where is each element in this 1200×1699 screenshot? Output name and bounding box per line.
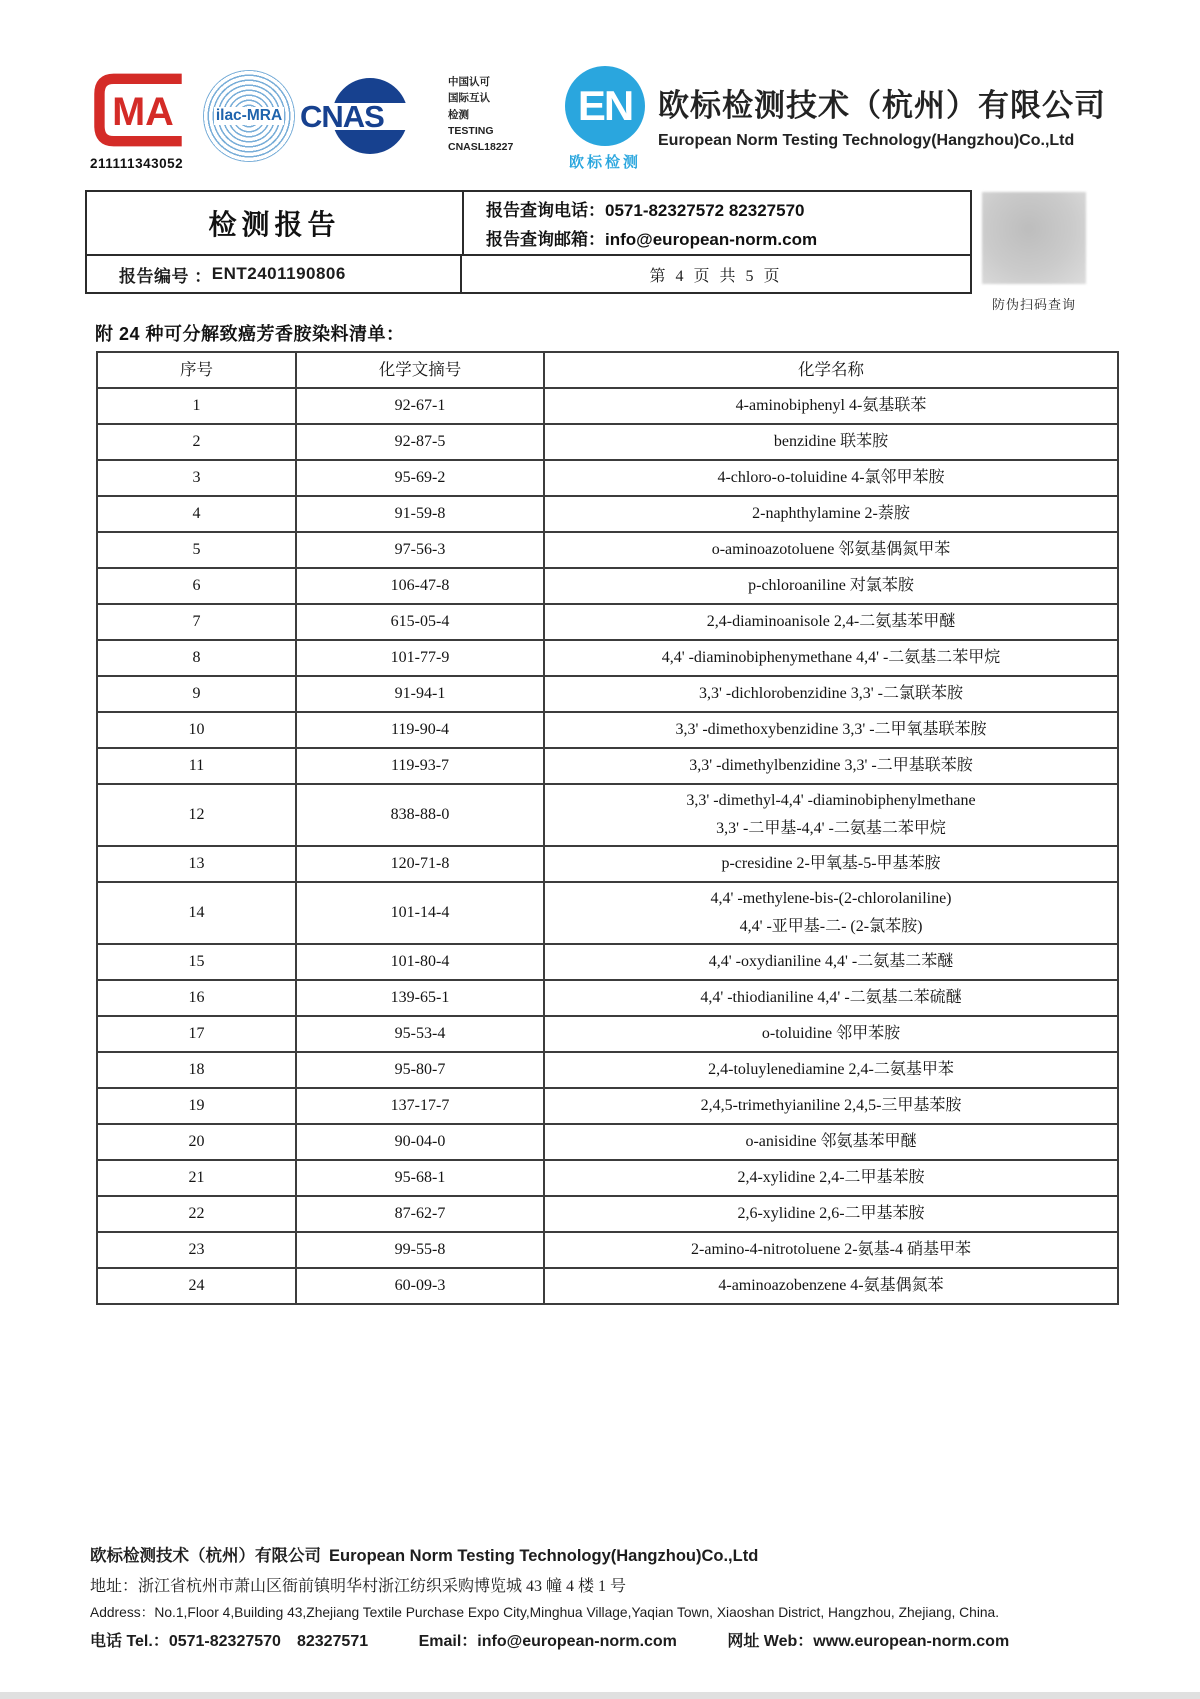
cell-cas: 95-68-1 — [296, 1160, 544, 1196]
cell-name: 2-naphthylamine 2-萘胺 — [544, 496, 1118, 532]
cell-no: 10 — [97, 712, 296, 748]
cell-name: o-toluidine 邻甲苯胺 — [544, 1016, 1118, 1052]
cell-cas: 101-14-4 — [296, 882, 544, 944]
cell-name: 2,4-diaminoanisole 2,4-二氨基苯甲醚 — [544, 604, 1118, 640]
table-row — [97, 388, 1118, 424]
cell-no: 6 — [97, 568, 296, 604]
footer-company-line: 欧标检测技术（杭州）有限公司 European Norm Testing Technology(Hangzhou)Co.,Ltd — [90, 1547, 759, 1565]
cell-no: 21 — [97, 1160, 296, 1196]
table-row — [97, 712, 1118, 748]
cell-name: o-aminoazotoluene 邻氨基偶氮甲苯 — [544, 532, 1118, 568]
cell-cas: 615-05-4 — [296, 604, 544, 640]
anti-fake-qr-block — [978, 192, 1090, 313]
cell-no: 15 — [97, 944, 296, 980]
cell-cas: 119-90-4 — [296, 712, 544, 748]
cell-name: 2,6-xylidine 2,6-二甲基苯胺 — [544, 1196, 1118, 1232]
cell-name: 4,4' -oxydianiline 4,4' -二氨基二苯醚 — [544, 944, 1118, 980]
cell-no: 1 — [97, 388, 296, 424]
cell-no: 19 — [97, 1088, 296, 1124]
cell-name: 2,4,5-trimethyianiline 2,4,5-三甲基苯胺 — [544, 1088, 1118, 1124]
amine-table — [96, 351, 1119, 1305]
table-title: 附 24 种可分解致癌芳香胺染料清单： — [95, 324, 405, 344]
qr-caption: 防伪扫码查询 — [991, 297, 1076, 312]
cnas-logo — [300, 78, 442, 158]
cell-cas: 99-55-8 — [296, 1232, 544, 1268]
cell-cas: 60-09-3 — [296, 1268, 544, 1304]
query-phone-line: 报告查询电话：0571-82327572 82327570 — [486, 201, 805, 220]
footer-email: Email：info@european-norm.com — [418, 1633, 677, 1650]
cnas-side-text: 中国认可 国际互认 检测 TESTING CNASL18227 — [448, 76, 514, 154]
cell-name: 2-amino-4-nitrotoluene 2-氨基-4 硝基甲苯 — [544, 1232, 1118, 1268]
footer-contact-line — [90, 1628, 1160, 1651]
cell-no: 3 — [97, 460, 296, 496]
cell-name: 4,4' -methylene-bis-(2-chlorolaniline) 4,4' -亚甲基-二- (2-氯苯胺) — [544, 882, 1118, 944]
cell-name: 3,3' -dichlorobenzidine 3,3' -二氯联苯胺 — [544, 676, 1118, 712]
col-header-cas: 化学文摘号 — [296, 352, 544, 388]
company-name-zh: 欧标检测技术（杭州）有限公司 — [658, 88, 1106, 123]
cell-no: 16 — [97, 980, 296, 1016]
table-row — [97, 532, 1118, 568]
cell-no: 7 — [97, 604, 296, 640]
cell-no: 4 — [97, 496, 296, 532]
cell-name: 2,4-xylidine 2,4-二甲基苯胺 — [544, 1160, 1118, 1196]
table-row — [97, 1232, 1118, 1268]
cell-no: 22 — [97, 1196, 296, 1232]
table-row — [97, 676, 1118, 712]
col-header-no: 序号 — [97, 352, 296, 388]
cell-no: 8 — [97, 640, 296, 676]
cell-no: 2 — [97, 424, 296, 460]
cell-name: 4-chloro-o-toluidine 4-氯邻甲苯胺 — [544, 460, 1118, 496]
table-row — [97, 944, 1118, 980]
footer-address-zh: 地址：浙江省杭州市萧山区衙前镇明华村浙江纺织采购博览城 43 幢 4 楼 1 号 — [90, 1578, 627, 1595]
cell-cas: 95-69-2 — [296, 460, 544, 496]
cell-no: 5 — [97, 532, 296, 568]
table-row — [97, 424, 1118, 460]
cell-cas: 120-71-8 — [296, 846, 544, 882]
cell-no: 12 — [97, 784, 296, 846]
cma-number: 211111343052 — [90, 156, 184, 171]
cell-name: o-anisidine 邻氨基苯甲醚 — [544, 1124, 1118, 1160]
cell-name: p-cresidine 2-甲氧基-5-甲基苯胺 — [544, 846, 1118, 882]
cell-cas: 87-62-7 — [296, 1196, 544, 1232]
report-number: 报告编号 ： ENT2401190806 — [87, 256, 462, 292]
cell-cas: 119-93-7 — [296, 748, 544, 784]
cell-cas: 95-80-7 — [296, 1052, 544, 1088]
cell-cas: 90-04-0 — [296, 1124, 544, 1160]
ilac-mra-logo — [203, 70, 295, 162]
table-row — [97, 640, 1118, 676]
table-row — [97, 1016, 1118, 1052]
col-header-name: 化学名称 — [544, 352, 1118, 388]
en-logo — [556, 66, 654, 172]
cell-cas: 101-77-9 — [296, 640, 544, 676]
table-row — [97, 1088, 1118, 1124]
table-row — [97, 568, 1118, 604]
cell-no: 20 — [97, 1124, 296, 1160]
cell-no: 18 — [97, 1052, 296, 1088]
qr-code-image — [982, 192, 1086, 284]
cell-cas: 95-53-4 — [296, 1016, 544, 1052]
table-row — [97, 1160, 1118, 1196]
svg-text:MA: MA — [112, 90, 174, 135]
cell-name: 3,3' -dimethyl-4,4' -diaminobiphenylmethane 3,3' -二甲基-4,4' -二氨基二苯甲烷 — [544, 784, 1118, 846]
table-row — [97, 980, 1118, 1016]
report-header-box — [85, 190, 972, 294]
cell-cas: 91-94-1 — [296, 676, 544, 712]
cell-name: p-chloroaniline 对氯苯胺 — [544, 568, 1118, 604]
table-header-row — [97, 352, 1118, 388]
table-row — [97, 882, 1118, 944]
cell-no: 24 — [97, 1268, 296, 1304]
cell-name: 4-aminoazobenzene 4-氨基偶氮苯 — [544, 1268, 1118, 1304]
report-title: 检测报告 — [208, 209, 341, 240]
cell-name: benzidine 联苯胺 — [544, 424, 1118, 460]
table-row — [97, 846, 1118, 882]
cell-cas: 92-87-5 — [296, 424, 544, 460]
ilac-mra-label: ilac-MRA — [215, 107, 283, 124]
query-email-line: 报告查询邮箱：info@european-norm.com — [486, 230, 818, 249]
cell-no: 23 — [97, 1232, 296, 1268]
cell-no: 9 — [97, 676, 296, 712]
page-indicator: 第 4 页 共 5 页 — [649, 267, 783, 285]
table-row — [97, 1196, 1118, 1232]
footer-web: 网址 Web：www.european-norm.com — [727, 1633, 1010, 1650]
cell-no: 11 — [97, 748, 296, 784]
bottom-strip — [0, 1692, 1200, 1699]
amine-table-body — [97, 388, 1118, 1304]
cell-name: 4,4' -diaminobiphenymethane 4,4' -二氨基二苯甲烷 — [544, 640, 1118, 676]
footer-tel: 电话 Tel.：0571-82327570 82327571 — [90, 1633, 369, 1650]
cell-name: 4-aminobiphenyl 4-氨基联苯 — [544, 388, 1118, 424]
cell-cas: 838-88-0 — [296, 784, 544, 846]
cell-name: 2,4-toluylenediamine 2,4-二氨基甲苯 — [544, 1052, 1118, 1088]
company-header — [658, 80, 1106, 150]
table-row — [97, 784, 1118, 846]
cnas-label: CNAS — [300, 98, 384, 134]
table-row — [97, 748, 1118, 784]
cell-no: 17 — [97, 1016, 296, 1052]
cell-no: 13 — [97, 846, 296, 882]
table-row — [97, 604, 1118, 640]
table-row — [97, 496, 1118, 532]
table-row — [97, 460, 1118, 496]
cell-cas: 106-47-8 — [296, 568, 544, 604]
en-logo-caption: 欧标检测 — [568, 154, 641, 171]
cell-cas: 101-80-4 — [296, 944, 544, 980]
cell-name: 3,3' -dimethoxybenzidine 3,3' -二甲氧基联苯胺 — [544, 712, 1118, 748]
table-row — [97, 1124, 1118, 1160]
table-row — [97, 1052, 1118, 1088]
cell-cas: 139-65-1 — [296, 980, 544, 1016]
cell-cas: 92-67-1 — [296, 388, 544, 424]
cell-cas: 137-17-7 — [296, 1088, 544, 1124]
cell-cas: 91-59-8 — [296, 496, 544, 532]
table-row — [97, 1268, 1118, 1304]
page-footer — [90, 1542, 1160, 1651]
cell-name: 3,3' -dimethylbenzidine 3,3' -二甲基联苯胺 — [544, 748, 1118, 784]
cell-cas: 97-56-3 — [296, 532, 544, 568]
company-name-en: European Norm Testing Technology(Hangzhou)Co.,Ltd — [658, 132, 1075, 149]
cma-logo — [90, 70, 194, 171]
en-monogram-icon: EN — [565, 66, 645, 146]
footer-address-en: Address：No.1,Floor 4,Building 43,Zhejiang Textile Purchase Expo City,Minghua Village,Yaqian Town, Xiaoshan District, Hangzhou, Zhejiang, China. — [90, 1605, 1000, 1620]
cma-mark-icon — [90, 70, 194, 150]
cell-name: 4,4' -thiodianiline 4,4' -二氨基二苯硫醚 — [544, 980, 1118, 1016]
cell-no: 14 — [97, 882, 296, 944]
